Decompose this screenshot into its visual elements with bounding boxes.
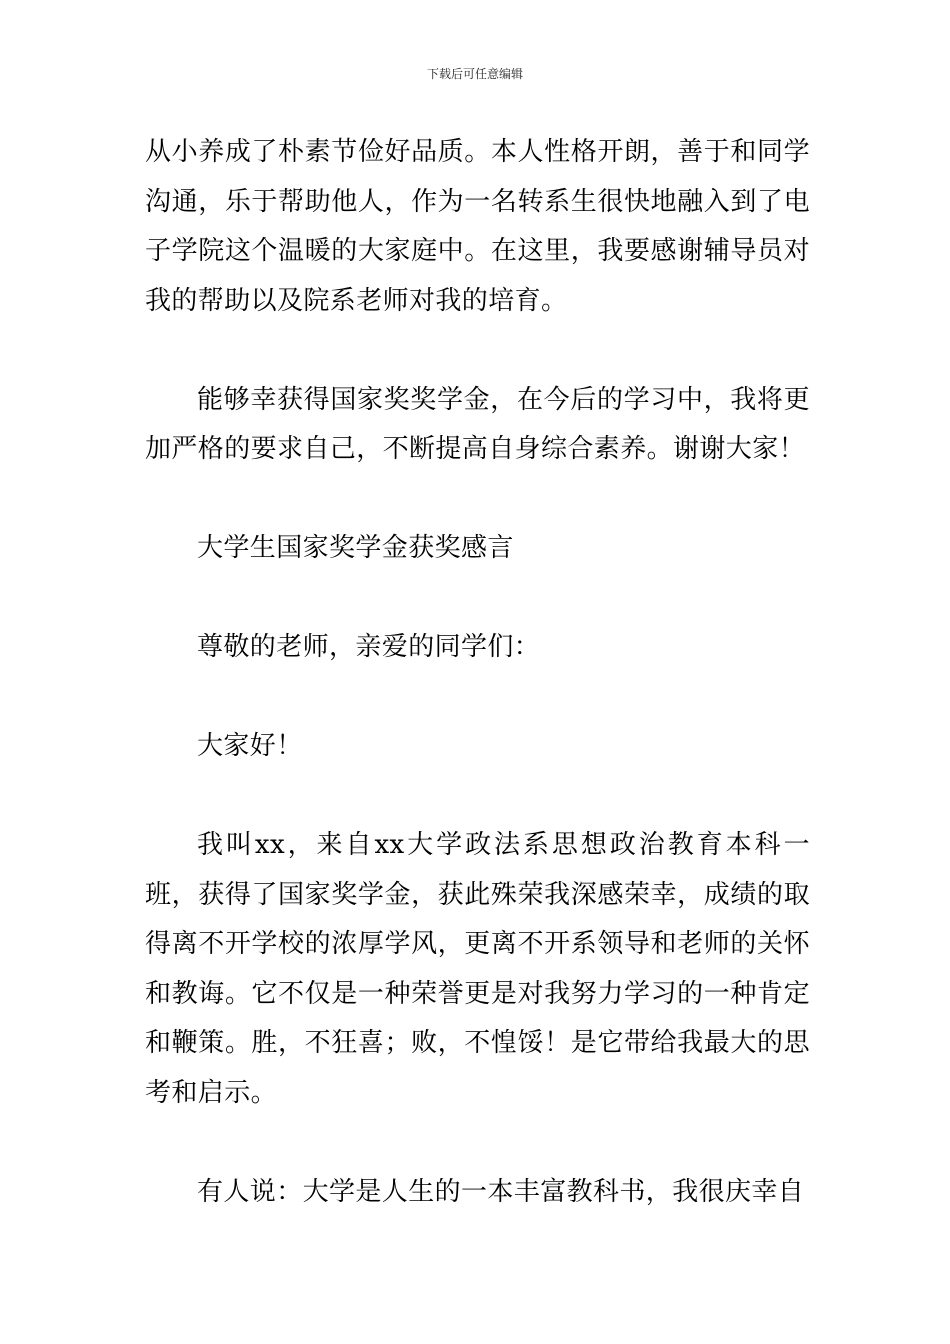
paragraph-university-quote: 有人说：大学是人生的一本丰富教科书，我很庆幸自 xyxy=(197,1176,805,1207)
page-header-note: 下载后可任意编辑 xyxy=(426,67,523,81)
document-body xyxy=(145,128,810,1217)
salutation: 尊敬的老师，亲爱的同学们： xyxy=(197,632,541,662)
section-title: 大学生国家奖学金获奖感言 xyxy=(197,533,514,563)
paragraph-introduction: 我叫xx，来自xx大学政法系思想政治教育本科一班，获得了国家奖学金，获此殊荣我深感荣幸，成绩的取得离不开学校的浓厚学风，更离不开系领导和老师的关怀和教诲。它不仅是一种荣誉更是对我努力学习的一种肯定和鞭策。胜，不狂喜；败，不惶馁！是它带给我最大的思考和启示。 xyxy=(145,830,810,1108)
paragraph-thanks: 能够幸获得国家奖奖学金，在今后的学习中，我将更加严格的要求自己，不断提高自身综合素养。谢谢大家！ xyxy=(145,384,810,464)
paragraph-continuation: 从小养成了朴素节俭好品质。本人性格开朗，善于和同学沟通，乐于帮助他人，作为一名转系生很快地融入到了电子学院这个温暖的大家庭中。在这里，我要感谢辅导员对我的帮助以及院系老师对我的培育。 xyxy=(145,137,810,316)
greeting: 大家好！ xyxy=(197,731,303,761)
